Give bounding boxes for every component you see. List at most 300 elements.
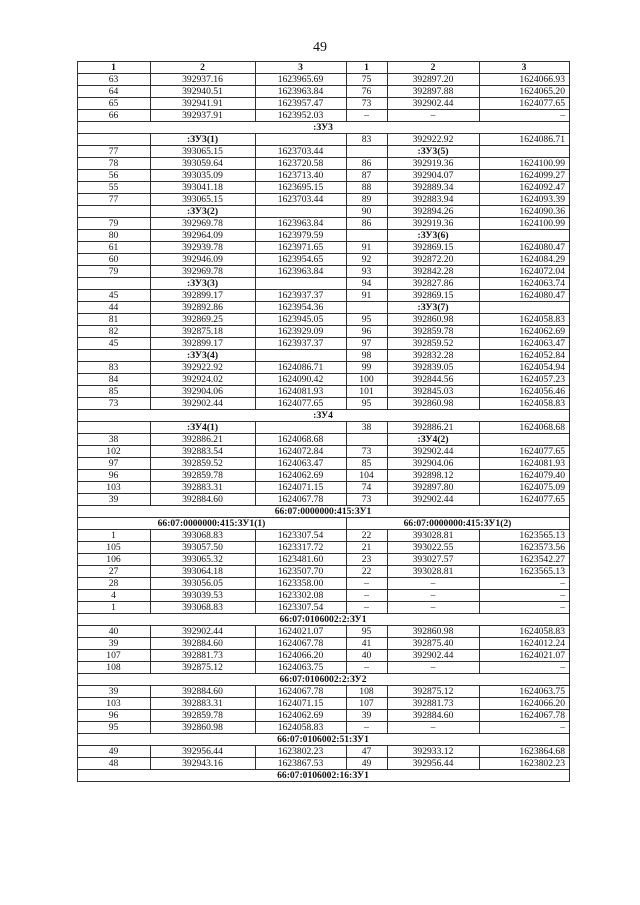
table-cell: 1624021.07 (256, 626, 347, 638)
table-cell: 21 (347, 542, 388, 554)
table-cell: 89 (347, 194, 388, 206)
table-cell: 95 (347, 314, 388, 326)
table-cell: 392956.44 (388, 758, 480, 770)
table-cell: 392937.91 (151, 110, 256, 122)
table-cell: 93 (347, 266, 388, 278)
table-cell: 392845.03 (388, 386, 480, 398)
table-cell: 86 (347, 158, 388, 170)
table-cell: 392884.60 (151, 686, 256, 698)
table-cell: 1623720.58 (256, 158, 347, 170)
table-cell: 107 (78, 650, 151, 662)
table-cell: – (480, 590, 570, 602)
table-cell: 98 (347, 350, 388, 362)
table-cell: 95 (347, 398, 388, 410)
table-cell: – (480, 110, 570, 122)
table-cell: 392832.28 (388, 350, 480, 362)
table-cell: 1624058.83 (480, 314, 570, 326)
table-cell: 1623358.00 (256, 578, 347, 590)
table-cell: 392943.16 (151, 758, 256, 770)
table-cell: 44 (78, 302, 151, 314)
table-cell: 392902.44 (151, 398, 256, 410)
table-cell: 393035.09 (151, 170, 256, 182)
table-cell: 392899.17 (151, 290, 256, 302)
table-cell: 1624086.71 (256, 362, 347, 374)
table-cell: 392902.44 (388, 98, 480, 110)
header-cell: 2 (388, 62, 480, 74)
table-cell: 60 (78, 254, 151, 266)
table-cell: 392860.98 (388, 398, 480, 410)
table-cell: 392875.40 (388, 638, 480, 650)
table-cell: 1623963.84 (256, 218, 347, 230)
table-cell: 1623963.84 (256, 266, 347, 278)
table-cell (347, 146, 388, 158)
table-cell: 1624067.78 (480, 710, 570, 722)
table-cell: :ЗУ4(1) (151, 422, 256, 434)
section-title: :ЗУ3 (78, 122, 570, 134)
table-cell (256, 134, 347, 146)
table-cell: 55 (78, 182, 151, 194)
table-cell: 392860.98 (388, 314, 480, 326)
table-cell: 1623937.37 (256, 338, 347, 350)
table-cell: :ЗУ3(7) (388, 302, 480, 314)
table-cell: 1623703.44 (256, 146, 347, 158)
table-cell: 1623802.23 (480, 758, 570, 770)
table-cell: 393028.81 (388, 530, 480, 542)
table-cell: 66 (78, 110, 151, 122)
table-cell: – (347, 602, 388, 614)
table-cell: 392859.52 (151, 458, 256, 470)
table-cell: 1624021.07 (480, 650, 570, 662)
table-row (78, 182, 570, 194)
table-cell: 393056.05 (151, 578, 256, 590)
table-cell: 64 (78, 86, 151, 98)
table-cell: 392860.98 (388, 626, 480, 638)
table-cell: 76 (347, 86, 388, 98)
table-cell: 393065.15 (151, 194, 256, 206)
table-cell: 392883.54 (151, 446, 256, 458)
table-cell: 75 (347, 74, 388, 86)
table-cell: 99 (347, 362, 388, 374)
table-cell: 97 (78, 458, 151, 470)
table-cell: 27 (78, 566, 151, 578)
table-cell: 79 (78, 218, 151, 230)
table-cell: 106 (78, 554, 151, 566)
table-cell: – (480, 662, 570, 674)
table-cell: 392902.44 (151, 626, 256, 638)
table-cell: 392940.51 (151, 86, 256, 98)
table-cell: 28 (78, 578, 151, 590)
table-cell: 1623302.08 (256, 590, 347, 602)
table-row (78, 578, 570, 590)
section-title-row (78, 770, 570, 782)
table-cell: 39 (78, 686, 151, 698)
table-cell: 1624080.47 (480, 242, 570, 254)
table-cell: 392883.94 (388, 194, 480, 206)
table-cell: 73 (347, 446, 388, 458)
table-cell: :ЗУ3(1) (151, 134, 256, 146)
table-cell: 4 (78, 590, 151, 602)
table-cell: 1623971.65 (256, 242, 347, 254)
table-row (78, 206, 570, 218)
table-cell: 74 (347, 482, 388, 494)
table-cell: – (388, 578, 480, 590)
table-cell: – (347, 110, 388, 122)
table-cell: 392919.36 (388, 218, 480, 230)
table-cell: – (388, 722, 480, 734)
table-row (78, 758, 570, 770)
table-cell: 393039.53 (151, 590, 256, 602)
table-cell: 49 (347, 758, 388, 770)
table-cell (78, 206, 151, 218)
table-cell: 392844.56 (388, 374, 480, 386)
table-cell: 392939.78 (151, 242, 256, 254)
table-cell: 1623307.54 (256, 530, 347, 542)
table-row (78, 314, 570, 326)
coordinates-table (77, 61, 570, 782)
table-cell: 1624068.68 (256, 434, 347, 446)
table-cell: 392875.12 (388, 686, 480, 698)
table-row (78, 230, 570, 242)
table-cell: 1624081.93 (256, 386, 347, 398)
table-cell: 108 (347, 686, 388, 698)
table-cell: 393041.18 (151, 182, 256, 194)
table-cell: 1624066.20 (256, 650, 347, 662)
table-cell: 1624062.69 (256, 470, 347, 482)
table-cell: 392904.06 (388, 458, 480, 470)
table-row (78, 638, 570, 650)
table-row (78, 482, 570, 494)
header-cell: 2 (151, 62, 256, 74)
table-cell (480, 230, 570, 242)
table-cell: 1624099.27 (480, 170, 570, 182)
table-cell (480, 302, 570, 314)
table-cell: :ЗУ4(2) (388, 434, 480, 446)
table-cell: 39 (78, 638, 151, 650)
table-cell: 1624077.65 (480, 98, 570, 110)
table-row (78, 170, 570, 182)
header-cell: 3 (256, 62, 347, 74)
table-row (78, 626, 570, 638)
table-cell: 86 (347, 218, 388, 230)
table-row (78, 98, 570, 110)
table-cell: 1624081.93 (480, 458, 570, 470)
table-cell: 393065.15 (151, 146, 256, 158)
table-cell: 45 (78, 338, 151, 350)
table-cell: 1624066.20 (480, 698, 570, 710)
table-cell: 1624093.39 (480, 194, 570, 206)
table-row (78, 266, 570, 278)
table-cell: 92 (347, 254, 388, 266)
table-cell: – (388, 110, 480, 122)
table-cell: – (480, 578, 570, 590)
table-row (78, 302, 570, 314)
table-cell (256, 422, 347, 434)
table-cell: – (480, 602, 570, 614)
table-cell: 1623573.56 (480, 542, 570, 554)
table-row (78, 710, 570, 722)
table-cell: :ЗУ3(6) (388, 230, 480, 242)
table-cell: 1624072.04 (480, 266, 570, 278)
table-cell: 392869.15 (388, 290, 480, 302)
table-cell: 1624092.47 (480, 182, 570, 194)
table-cell: 22 (347, 530, 388, 542)
table-cell: 1623929.09 (256, 326, 347, 338)
table-cell: 84 (78, 374, 151, 386)
table-cell: 392869.15 (388, 242, 480, 254)
section-title: 66:07:0000000:415:ЗУ1 (78, 506, 570, 518)
table-cell: 392883.31 (151, 482, 256, 494)
table-cell: 392902.44 (388, 650, 480, 662)
section-title: 66:07:0106002:16:ЗУ1 (78, 770, 570, 782)
table-cell: 1623864.68 (480, 746, 570, 758)
table-cell: 392875.18 (151, 326, 256, 338)
table-cell (480, 146, 570, 158)
table-cell: 1624062.69 (480, 326, 570, 338)
table-cell (256, 350, 347, 362)
table-cell: 1624100.99 (480, 218, 570, 230)
table-cell: 392881.73 (388, 698, 480, 710)
table-row (78, 374, 570, 386)
table-cell: 1624063.75 (256, 662, 347, 674)
table-cell: 392860.98 (151, 722, 256, 734)
table-cell: 392886.21 (388, 422, 480, 434)
table-cell: 392964.09 (151, 230, 256, 242)
table-row (78, 530, 570, 542)
table-cell: 1624058.83 (480, 398, 570, 410)
table-cell (78, 134, 151, 146)
table-cell: 83 (78, 362, 151, 374)
table-cell: 91 (347, 290, 388, 302)
subsection-title: 66:07:0000000:415:ЗУ1(1) (78, 518, 347, 530)
table-cell: 393064.18 (151, 566, 256, 578)
table-cell: 40 (78, 626, 151, 638)
table-cell: 393059.64 (151, 158, 256, 170)
table-cell: 1624063.74 (480, 278, 570, 290)
header-cell: 3 (480, 62, 570, 74)
table-cell: 392898.12 (388, 470, 480, 482)
table-cell: 392969.78 (151, 266, 256, 278)
table-cell: 90 (347, 206, 388, 218)
table-cell: 392897.20 (388, 74, 480, 86)
table-row (78, 290, 570, 302)
table-row (78, 662, 570, 674)
table-cell: 82 (78, 326, 151, 338)
table-cell: 1624080.47 (480, 290, 570, 302)
table-cell: 1624058.83 (256, 722, 347, 734)
table-cell: 1624067.78 (256, 638, 347, 650)
table-cell: 392946.09 (151, 254, 256, 266)
table-cell: 108 (78, 662, 151, 674)
table-cell: 80 (78, 230, 151, 242)
table-cell: 392869.25 (151, 314, 256, 326)
section-title-row (78, 506, 570, 518)
table-row (78, 470, 570, 482)
table-row (78, 458, 570, 470)
table-cell: 1623481.60 (256, 554, 347, 566)
page-number: 49 (313, 40, 327, 55)
table-row (78, 362, 570, 374)
table-row (78, 74, 570, 86)
table-cell: 392919.36 (388, 158, 480, 170)
table-cell: – (347, 722, 388, 734)
table-cell: 392884.60 (388, 710, 480, 722)
table-cell: 1624066.93 (480, 74, 570, 86)
table-cell: 1624100.99 (480, 158, 570, 170)
table-cell: 1624090.42 (256, 374, 347, 386)
section-title-row (78, 734, 570, 746)
table-cell: 392839.05 (388, 362, 480, 374)
table-cell: 392872.20 (388, 254, 480, 266)
table-cell: 85 (347, 458, 388, 470)
table-cell: 392904.06 (151, 386, 256, 398)
table-cell: 392859.78 (151, 470, 256, 482)
table-cell: 1624071.15 (256, 482, 347, 494)
table-cell: 96 (347, 326, 388, 338)
table-cell: 1624065.20 (480, 86, 570, 98)
table-row (78, 446, 570, 458)
table-cell: 1623802.23 (256, 746, 347, 758)
section-title-row (78, 122, 570, 134)
table-cell: 77 (78, 194, 151, 206)
table-cell: 392883.31 (151, 698, 256, 710)
table-cell: 1624063.47 (480, 338, 570, 350)
table-row (78, 566, 570, 578)
section-title-row (78, 410, 570, 422)
table-cell: 103 (78, 482, 151, 494)
table-cell (78, 278, 151, 290)
table-cell: 392933.12 (388, 746, 480, 758)
table-cell: 47 (347, 746, 388, 758)
table-cell (78, 422, 151, 434)
table-row (78, 158, 570, 170)
table-cell: 1624054.94 (480, 362, 570, 374)
table-cell: 1623952.03 (256, 110, 347, 122)
table-cell: 393065.32 (151, 554, 256, 566)
header-cell: 1 (78, 62, 151, 74)
table-cell: 1623979.59 (256, 230, 347, 242)
table-cell: 1623963.84 (256, 86, 347, 98)
table-cell: 1624077.65 (480, 494, 570, 506)
table-cell: – (480, 722, 570, 734)
table-cell (480, 434, 570, 446)
table-cell: 392924.02 (151, 374, 256, 386)
table-cell: 1623565.13 (480, 530, 570, 542)
table-cell: 1624052.84 (480, 350, 570, 362)
table-cell (256, 278, 347, 290)
table-cell: 1623307.54 (256, 602, 347, 614)
table-row (78, 722, 570, 734)
table-cell: :ЗУ3(4) (151, 350, 256, 362)
table-cell: 1623695.15 (256, 182, 347, 194)
table-row (78, 698, 570, 710)
table-cell: 65 (78, 98, 151, 110)
table-cell: 392899.17 (151, 338, 256, 350)
table-cell: 40 (347, 650, 388, 662)
table-cell: 85 (78, 386, 151, 398)
table-cell: 393028.81 (388, 566, 480, 578)
subsection-title-row (78, 518, 570, 530)
table-row (78, 590, 570, 602)
table-cell: 1624067.78 (256, 686, 347, 698)
table-cell: 393068.83 (151, 530, 256, 542)
table-cell: 102 (78, 446, 151, 458)
table-cell: :ЗУ3(3) (151, 278, 256, 290)
table-cell: 392922.92 (388, 134, 480, 146)
section-title: 66:07:0106002:2:ЗУ2 (78, 674, 570, 686)
table-cell: 392956.44 (151, 746, 256, 758)
table-row (78, 746, 570, 758)
table-cell: – (388, 602, 480, 614)
table-row (78, 602, 570, 614)
table-cell: 95 (78, 722, 151, 734)
table-cell: 95 (347, 626, 388, 638)
table-row (78, 398, 570, 410)
table-cell: 61 (78, 242, 151, 254)
table-cell: 91 (347, 242, 388, 254)
table-row (78, 110, 570, 122)
table-cell: 1 (78, 530, 151, 542)
table-cell: 1624062.69 (256, 710, 347, 722)
table-cell: 38 (347, 422, 388, 434)
table-cell: 1623954.36 (256, 302, 347, 314)
table-cell: 392902.44 (388, 494, 480, 506)
table-row (78, 338, 570, 350)
table-cell: 1623945.05 (256, 314, 347, 326)
table-cell: – (388, 662, 480, 674)
table-cell: 78 (78, 158, 151, 170)
table-cell: 1624077.65 (256, 398, 347, 410)
table-cell: 94 (347, 278, 388, 290)
table-cell (347, 434, 388, 446)
table-cell: 83 (347, 134, 388, 146)
table-cell: 1623957.47 (256, 98, 347, 110)
header-cell: 1 (347, 62, 388, 74)
table-cell: 392881.73 (151, 650, 256, 662)
table-cell: 1624072.84 (256, 446, 347, 458)
table-cell: 1623954.65 (256, 254, 347, 266)
table-cell: 1623867.53 (256, 758, 347, 770)
table-cell: 1624071.15 (256, 698, 347, 710)
table-cell: 45 (78, 290, 151, 302)
table-row (78, 434, 570, 446)
table-row (78, 386, 570, 398)
table-cell: 101 (347, 386, 388, 398)
table-cell: 1624075.09 (480, 482, 570, 494)
table-cell: 393057.50 (151, 542, 256, 554)
table-cell: 393022.55 (388, 542, 480, 554)
table-cell: 96 (78, 470, 151, 482)
table-row (78, 350, 570, 362)
table-row (78, 326, 570, 338)
table-row (78, 542, 570, 554)
table-cell: 1624068.68 (480, 422, 570, 434)
table-cell: 104 (347, 470, 388, 482)
table-row (78, 218, 570, 230)
table-cell: 41 (347, 638, 388, 650)
table-cell: 1624077.65 (480, 446, 570, 458)
table-cell: – (347, 662, 388, 674)
table-cell: 73 (347, 494, 388, 506)
table-cell: 392842.28 (388, 266, 480, 278)
table-cell: – (347, 578, 388, 590)
table-cell: 392897.88 (388, 86, 480, 98)
table-cell: 1624056.46 (480, 386, 570, 398)
table-row (78, 278, 570, 290)
table-cell: 392922.92 (151, 362, 256, 374)
table-cell: 1623713.40 (256, 170, 347, 182)
table-cell: 392859.78 (388, 326, 480, 338)
table-cell: 392937.16 (151, 74, 256, 86)
